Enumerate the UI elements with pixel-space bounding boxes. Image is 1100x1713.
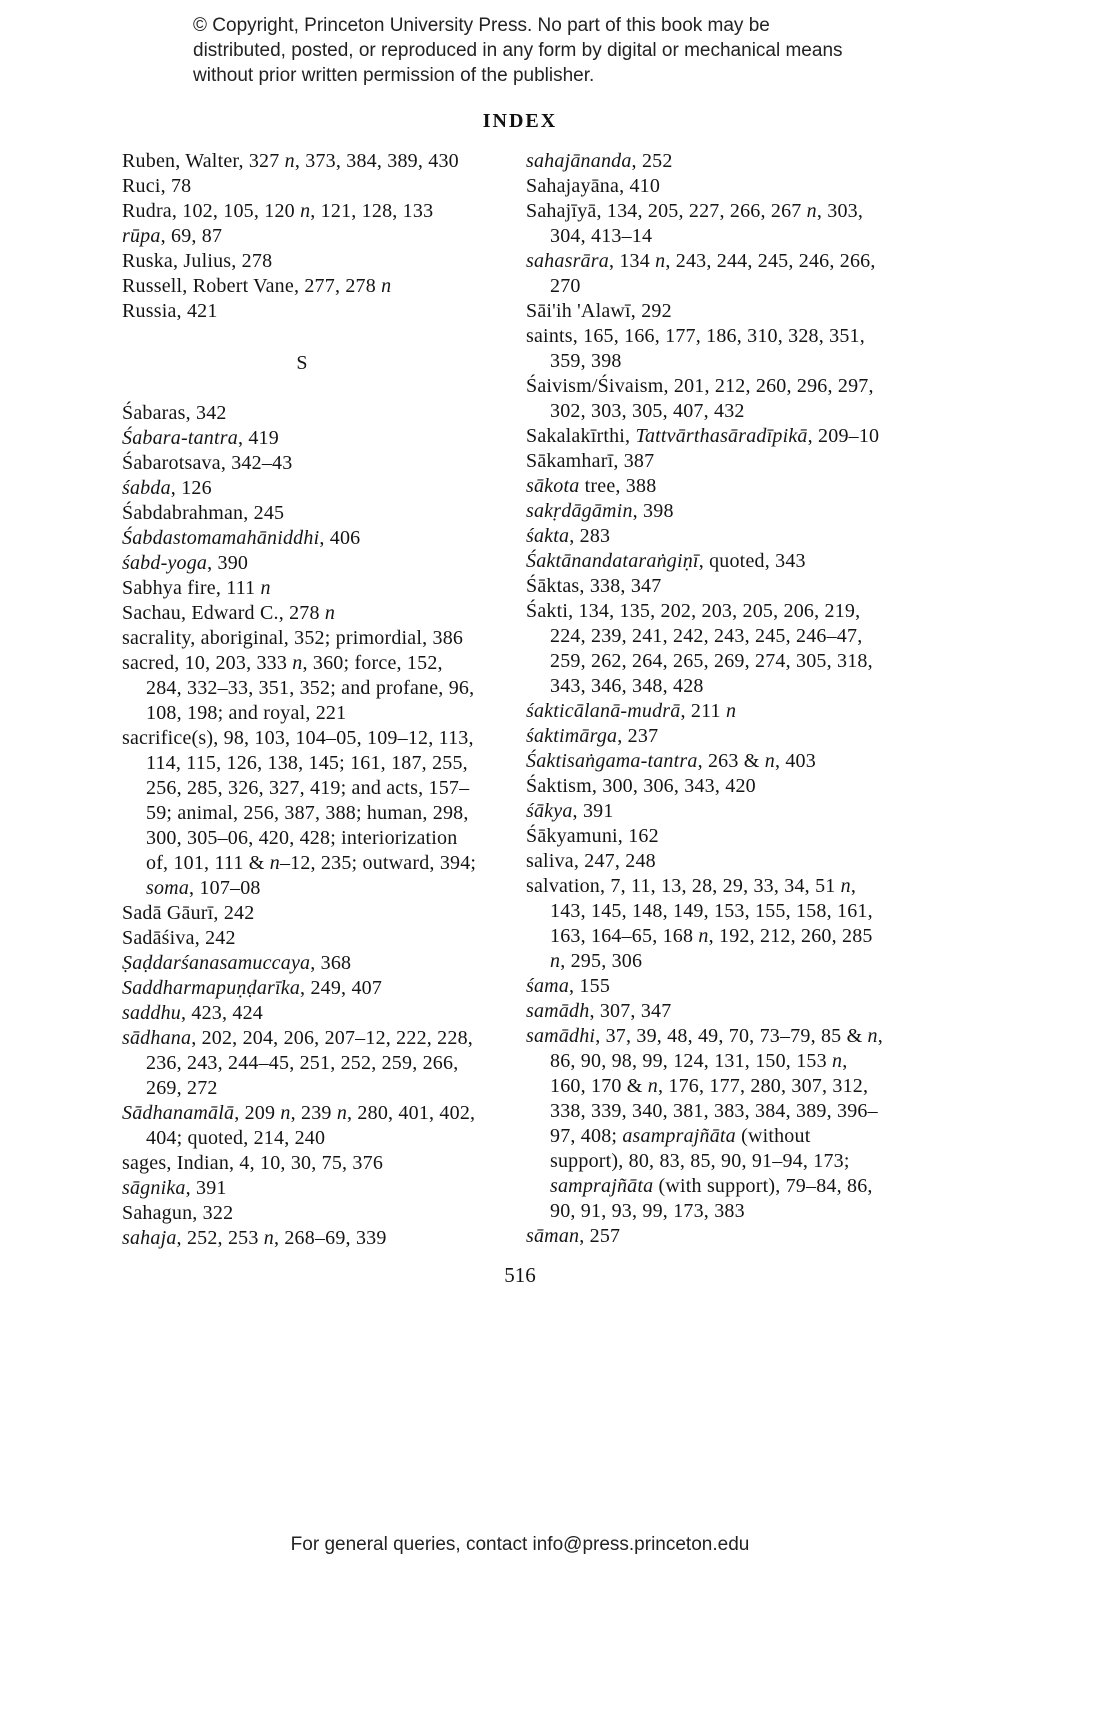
index-entry: sacrality, aboriginal, 352; primordial, 386 — [122, 627, 464, 649]
index-entry: Ruben, Walter, 327 n, 373, 384, 389, 430 — [122, 150, 459, 172]
index-entry: sakṛdāgāmin, 398 — [526, 500, 674, 522]
index-entry: samādh, 307, 347 — [526, 1000, 672, 1022]
index-entry: Śabdabrahman, 245 — [122, 502, 285, 524]
index-entry: Śākyamuni, 162 — [526, 825, 659, 847]
copyright-notice: © Copyright, Princeton University Press. No part of this book may be distributed, posted, or reproduced in any form by digital or mechanical means without prior written permission of the publisher. — [193, 15, 843, 86]
index-entry: Śaktānandataraṅgiṇī, quoted, 343 — [526, 550, 806, 572]
index-entry: śākya, 391 — [526, 800, 614, 822]
index-entry: Sadā Gāurī, 242 — [122, 902, 255, 924]
index-entry: sāgnika, 391 — [122, 1177, 227, 1199]
index-entry: sahasrāra, 134 n, 243, 244, 245, 246, 266, 270 — [526, 250, 876, 297]
index-entry: Ṣaḍdarśanasamuccaya, 368 — [122, 952, 352, 974]
index-entry: sākota tree, 388 — [526, 475, 657, 497]
index-entry: śama, 155 — [526, 975, 611, 997]
index-entry: Sabhya fire, 111 n — [122, 577, 271, 599]
index-entry: Śabdastomamahāniddhi, 406 — [122, 527, 361, 549]
index-entry: Śāktas, 338, 347 — [526, 575, 662, 597]
index-entry: sacrifice(s), 98, 103, 104–05, 109–12, 113, 114, 115, 126, 138, 145; 161, 187, 255, 256, 285, 326, 327, 419; and acts, 157–59; animal, 256, 387, 388; human, 298, 300, 305–06, 420, 428; interiorization of, 101, 111 & n–12, 235; outward, 394; soma, 107–08 — [122, 727, 477, 899]
section-heading: S — [296, 352, 308, 374]
index-columns — [122, 149, 918, 1251]
index-title: INDEX — [482, 110, 558, 132]
index-entry: sādhana, 202, 204, 206, 207–12, 222, 228, 236, 243, 244–45, 251, 252, 259, 266, 269, 272 — [122, 1027, 473, 1099]
index-entry: Śabara-tantra, 419 — [122, 427, 279, 449]
index-entry: Śaktisaṅgama-tantra, 263 & n, 403 — [526, 750, 816, 772]
index-entry: Śaktism, 300, 306, 343, 420 — [526, 775, 756, 797]
index-entry: Rudra, 102, 105, 120 n, 121, 128, 133 — [122, 200, 434, 222]
document-page — [0, 13, 1100, 1713]
index-column-left — [122, 149, 482, 1251]
index-entry: Śaivism/Śivaism, 201, 212, 260, 296, 297, 302, 303, 305, 407, 432 — [526, 375, 874, 422]
index-entry: Śakti, 134, 135, 202, 203, 205, 206, 219, 224, 239, 241, 242, 243, 245, 246–47, 259, 262, 264, 265, 269, 274, 305, 318, 343, 346, 348, 428 — [526, 600, 873, 697]
index-entry: Russell, Robert Vane, 277, 278 n — [122, 275, 392, 297]
index-entry: śaktimārga, 237 — [526, 725, 659, 747]
index-entry: sahajānanda, 252 — [526, 150, 673, 172]
index-entry: saddhu, 423, 424 — [122, 1002, 263, 1024]
index-entry: sacred, 10, 203, 333 n, 360; force, 152, 284, 332–33, 351, 352; and profane, 96, 108, 198; and royal, 221 — [122, 652, 475, 724]
index-entry: Saddharmapuṇḍarīka, 249, 407 — [122, 977, 383, 999]
index-entry: Sachau, Edward C., 278 n — [122, 602, 336, 624]
index-entry: Sādhanamālā, 209 n, 239 n, 280, 401, 402, 404; quoted, 214, 240 — [122, 1102, 476, 1149]
index-entry: Sadāśiva, 242 — [122, 927, 236, 949]
index-entry: śakta, 283 — [526, 525, 611, 547]
index-entry: śabd-yoga, 390 — [122, 552, 249, 574]
page-number: 516 — [504, 1263, 536, 1287]
footer-text: For general queries, contact info@press.princeton.edu — [290, 1534, 750, 1555]
index-entry: Sakalakīrthi, Tattvārthasāradīpikā, 209–10 — [526, 425, 880, 447]
index-entry: Ruci, 78 — [122, 175, 192, 197]
index-entry: salvation, 7, 11, 13, 28, 29, 33, 34, 51 n, 143, 145, 148, 149, 153, 155, 158, 161, 163, 164–65, 168 n, 192, 212, 260, 285 n, 295, 306 — [526, 875, 873, 972]
index-entry: rūpa, 69, 87 — [122, 225, 223, 247]
index-entry: Ruska, Julius, 278 — [122, 250, 273, 272]
index-entry: Śabaras, 342 — [122, 402, 227, 424]
index-entry: śakticālanā-mudrā, 211 n — [526, 700, 737, 722]
index-entry: saliva, 247, 248 — [526, 850, 656, 872]
index-entry: Sahagun, 322 — [122, 1202, 234, 1224]
index-entry: saints, 165, 166, 177, 186, 310, 328, 351, 359, 398 — [526, 325, 865, 372]
index-entry: samādhi, 37, 39, 48, 49, 70, 73–79, 85 & n, 86, 90, 98, 99, 124, 131, 150, 153 n, 160, 170 & n, 176, 177, 280, 307, 312, 338, 339, 340, 381, 383, 384, 389, 396–97, 408; asamprajñāta (without support), 80, 83, 85, 90, 91–94, 173; samprajñāta (with support), 79–84, 86, 90, 91, 93, 99, 173, 383 — [526, 1025, 883, 1222]
index-entry: Śabarotsava, 342–43 — [122, 452, 293, 474]
index-entry: Sahajayāna, 410 — [526, 175, 661, 197]
index-entry: Sākamharī, 387 — [526, 450, 655, 472]
index-column-right — [526, 149, 886, 1251]
index-entry: sahaja, 252, 253 n, 268–69, 339 — [122, 1227, 387, 1249]
index-entry: Russia, 421 — [122, 300, 218, 322]
index-entry: Sāi'ih 'Alawī, 292 — [526, 300, 672, 322]
index-entry: sages, Indian, 4, 10, 30, 75, 376 — [122, 1152, 384, 1174]
index-entry: Sahajīyā, 134, 205, 227, 266, 267 n, 303, 304, 413–14 — [526, 200, 864, 247]
index-entry: śabda, 126 — [122, 477, 212, 499]
index-entry: sāman, 257 — [526, 1225, 621, 1247]
